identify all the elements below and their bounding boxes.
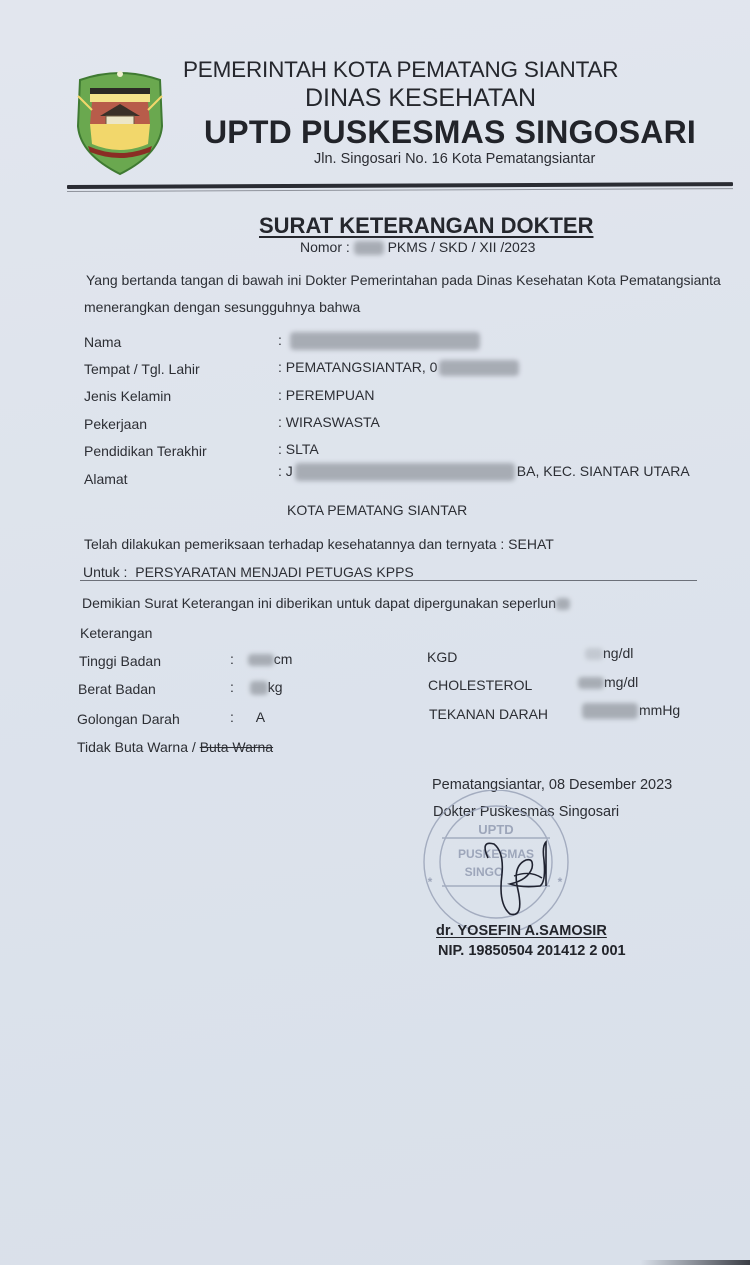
field-value-birth: : PEMATANGSIANTAR, 0 [278,359,519,376]
label-blood-pressure: TEKANAN DARAH [429,706,549,722]
label-cholesterol: CHOLESTEROL [428,677,533,693]
redacted-block [250,681,268,695]
label-height: Tinggi Badan [79,653,161,669]
letterhead-department: DINAS KESEHATAN [305,84,537,112]
svg-text:PUSKESMAS: PUSKESMAS [457,847,535,861]
value-blood-glucose: ng/dl [585,645,633,661]
letterhead-divider-thin [67,188,733,192]
field-label-occupation: Pekerjaan [84,416,148,432]
redacted-block [439,360,519,376]
color-vision: Tidak Buta Warna / Buta Warna [77,739,274,755]
field-label-birth: Tempat / Tgl. Lahir [84,361,200,377]
field-label-name: Nama [84,334,122,350]
photo-edge-shadow [640,1260,750,1265]
field-label-education: Pendidikan Terakhir [84,443,207,459]
closing-statement: Demikian Surat Keterangan ini diberikan untuk dapat dipergunakan seperlun [82,595,570,611]
place-date: Pematangsiantar, 08 Desember 2023 [432,777,673,793]
redacted-block [354,241,384,255]
svg-text:SINGO: SINGO [464,865,504,879]
value-weight: : kg [230,679,283,695]
svg-text:UPTD: UPTD [478,822,514,837]
field-value-education: : SLTA [278,441,319,457]
value-cholesterol: mg/dl [578,674,638,690]
field-label-gender: Jenis Kelamin [84,388,172,404]
field-label-address: Alamat [84,471,128,487]
document-number [300,239,535,255]
examination-result: Telah dilakukan pemeriksaan terhadap kesehatannya dan ternyata : SEHAT [84,536,554,552]
value-height: : cm [230,651,293,667]
purpose [83,564,414,580]
redacted-block [578,677,604,689]
svg-text:*: * [557,875,563,889]
redacted-block [248,654,274,666]
label-blood-glucose: KGD [427,649,458,665]
letterhead-institution: UPTD PUSKESMAS SINGOSARI [204,114,696,150]
redacted-block [295,463,515,481]
intro-line-2: menerangkan dengan sesungguhnya bahwa [84,299,361,315]
purpose-underline [80,580,697,581]
letterhead-government: PEMERINTAH KOTA PEMATANG SIANTAR [183,57,619,82]
label-blood-type: Golongan Darah [77,711,180,727]
letterhead-address: Jln. Singosari No. 16 Kota Pematangsiantar [314,151,596,167]
redacted-block [290,332,480,350]
purpose-value: PERSYARATAN MENJADI PETUGAS KPPS [135,564,414,580]
value-blood-type: : A [230,709,266,725]
intro-line-1: Yang bertanda tangan di bawah ini Dokter Pemerintahan pada Dinas Kesehatan Kota Pematangsianta [86,272,721,288]
redacted-block [556,598,570,610]
redacted-block [585,648,603,660]
field-value-name: : [278,332,480,350]
label-weight: Berat Badan [78,681,156,697]
remarks-heading: Keterangan [80,625,153,641]
document-title: SURAT KETERANGAN DOKTER [259,213,594,238]
document-number-label: Nomor : [300,239,350,255]
field-value-address-line2: KOTA PEMATANG SIANTAR [287,502,468,518]
signature-icon [470,830,560,920]
signer-nip: NIP. 19850504 201412 2 001 [438,943,626,959]
city-coat-of-arms-icon [70,66,170,176]
signer-name: dr. YOSEFIN A.SAMOSIR [436,923,607,939]
color-vision-struck-option: Buta Warna [199,739,274,755]
document-number-value: PKMS / SKD / XII /2023 [387,239,536,255]
value-blood-pressure: mmHg [582,702,680,719]
field-value-occupation: : WIRASWASTA [278,414,380,430]
signer-role: Dokter Puskesmas Singosari [433,804,620,820]
field-value-gender: : PEREMPUAN [278,387,375,403]
redacted-block [582,703,638,719]
purpose-label: Untuk : [83,564,128,580]
field-value-address: : J BA, KEC. SIANTAR UTARA [278,463,690,481]
svg-text:*: * [427,875,433,889]
